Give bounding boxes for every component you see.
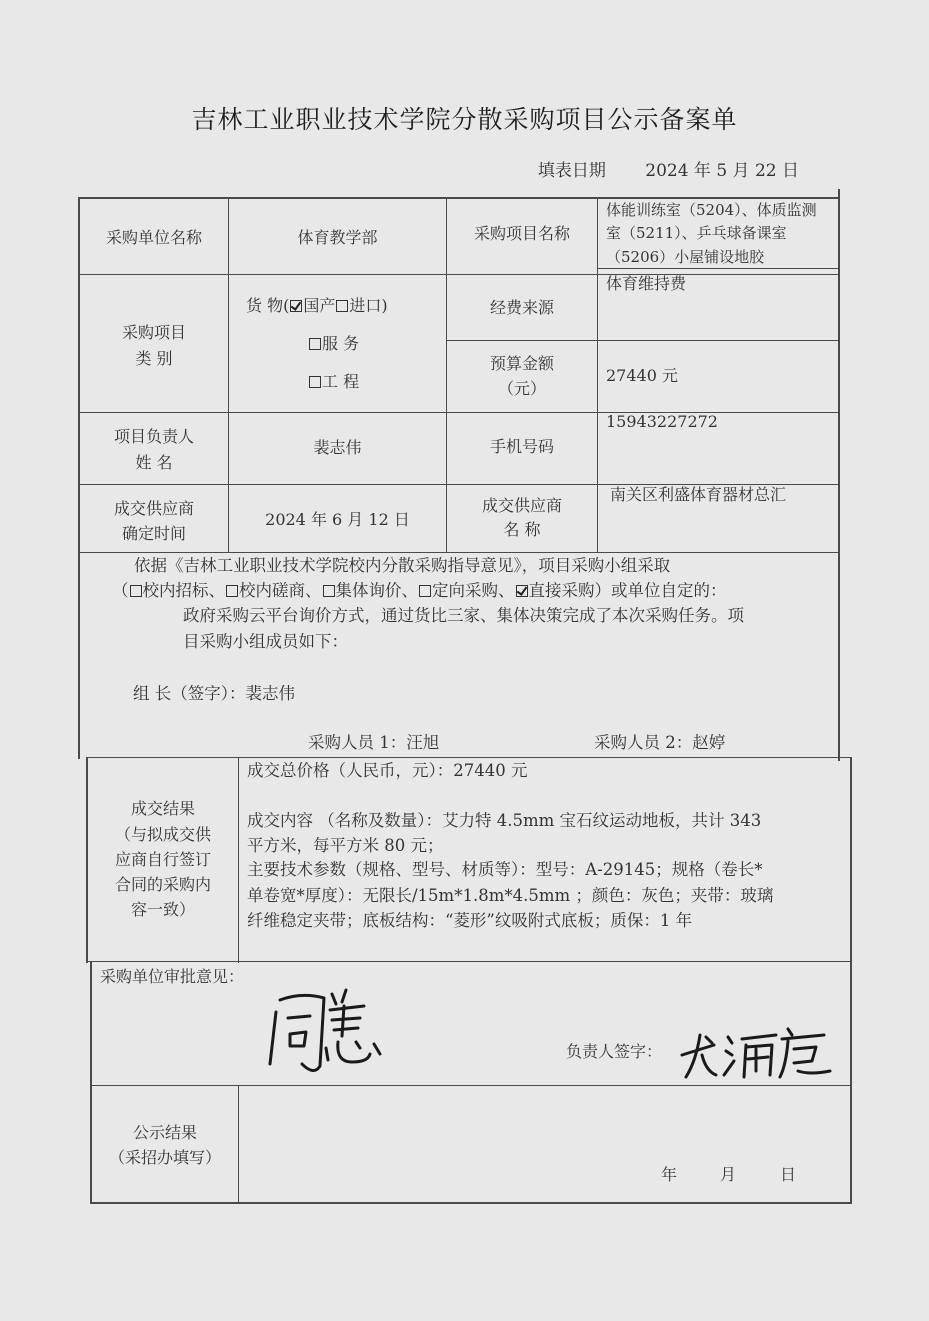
- direct-purchase-checkbox[interactable]: [516, 585, 528, 597]
- approval-label: 采购单位审批意见：: [100, 967, 245, 986]
- group-leader: 组 长（签字）：裴志伟: [133, 684, 295, 703]
- supplier-label-line-1: 成交供应商: [481, 496, 562, 515]
- fund-source-label: 经费来源: [489, 298, 554, 317]
- service-label: 服 务: [322, 334, 360, 353]
- phone-label: 手机号码: [489, 437, 554, 456]
- spec-line-2: 单卷宽*厚度）：无限长/15m*1.8m*4.5mm ；颜色：灰色；夹带：玻璃: [247, 886, 774, 905]
- domestic-checkbox[interactable]: [290, 300, 302, 312]
- group-inquiry-label: 集体询价、: [335, 581, 418, 600]
- leader-name: 裴志伟: [313, 438, 362, 457]
- confirm-time-label-line-1: 成交供应商: [113, 499, 194, 518]
- fill-date-value: 2024 年 5 月 22 日: [645, 161, 799, 181]
- publicity-year: 年: [661, 1165, 678, 1184]
- signer-signature: [676, 1015, 836, 1085]
- leader-label-line-1: 项目负责人: [113, 427, 194, 446]
- budget-label-line-1: 预算金额: [489, 354, 554, 373]
- unit-value: 体育教学部: [297, 228, 378, 247]
- engineering-label: 工 程: [322, 372, 360, 391]
- category-label-line-2: 类 别: [135, 349, 173, 368]
- basis-line-4: 目采购小组成员如下：: [183, 632, 348, 651]
- result-label-line-2: （与拟成交供: [114, 825, 211, 844]
- category-engineering: [308, 370, 359, 394]
- directed-purchase-label: 定向采购、: [432, 581, 515, 600]
- publicity-label-line-1: 公示结果: [132, 1123, 197, 1142]
- result-label-line-1: 成交结果: [130, 799, 195, 818]
- fill-date-label: 填表日期: [537, 161, 606, 181]
- supplier-label-line-2: 名 称: [503, 520, 541, 539]
- approval-signature: [262, 982, 392, 1077]
- phone-value: 15943227272: [606, 412, 718, 431]
- confirm-time-label-line-2: 确定时间: [121, 524, 186, 543]
- unit-label: 采购单位名称: [105, 228, 202, 247]
- result-label-line-3: 应商自行签订: [114, 850, 211, 869]
- signer-label: 负责人签字：: [566, 1042, 663, 1061]
- publicity-month: 月: [720, 1165, 737, 1184]
- import-label: 进口): [349, 296, 388, 315]
- form-title: 吉林工业职业技术学院分散采购项目公示备案单: [191, 105, 738, 134]
- project-name-label: 采购项目名称: [473, 224, 570, 243]
- leader-label-line-2: 姓 名: [135, 453, 173, 472]
- fill-date: [538, 156, 799, 181]
- content-line-1: 成交内容 （名称及数量）：艾力特 4.5mm 宝石纹运动地板，共计 343: [247, 811, 762, 830]
- project-name-line-1: 体能训练室（5204）、体质监测: [606, 201, 817, 219]
- group-inquiry-checkbox[interactable]: [323, 585, 335, 597]
- basis-line-3: 政府采购云平台询价方式，通过货比三家、集体决策完成了本次采购任务。项: [183, 606, 744, 625]
- fund-source-value: 体育维持费: [606, 274, 687, 293]
- budget-label-line-2: （元）: [497, 379, 546, 398]
- basis-line-1: 依据《吉林工业职业技术学院校内分散采购指导意见》，项目采购小组采取: [134, 556, 671, 575]
- spec-line-1: 主要技术参数（规格、型号、材质等）：型号：A-29145；规格（卷长*: [247, 860, 763, 879]
- publicity-label-line-2: （采招办填写）: [108, 1148, 221, 1167]
- category-label-line-1: 采购项目: [121, 323, 186, 342]
- publicity-day: 日: [780, 1165, 797, 1184]
- category-goods: [246, 294, 388, 318]
- buyer-1: 采购人员 1：汪旭: [308, 733, 440, 752]
- engineering-checkbox[interactable]: [309, 376, 321, 388]
- budget-value: 27440 元: [606, 366, 678, 385]
- project-name-line-3: （5206）小屋铺设地胶: [606, 248, 765, 266]
- import-checkbox[interactable]: [336, 300, 348, 312]
- result-label-line-4: 合同的采购内: [114, 875, 211, 894]
- basis-options: （ 校内招标、 校内磋商、 集体询价、 定向采购、 直接采购）或单位自定的：: [112, 581, 727, 600]
- spec-line-3: 纤维稳定夹带；底板结构：“菱形”纹吸附式底板；质保：1 年: [247, 911, 693, 930]
- content-line-2: 平方米，每平方米 80 元；: [247, 836, 444, 855]
- campus-negotiation-checkbox[interactable]: [226, 585, 238, 597]
- buyer-2: 采购人员 2：赵婷: [594, 733, 726, 752]
- campus-negotiation-label: 校内磋商、: [239, 581, 322, 600]
- total-price: 成交总价格（人民币，元）：27440 元: [247, 761, 528, 780]
- directed-purchase-checkbox[interactable]: [419, 585, 431, 597]
- supplier-value: 南关区利盛体育器材总汇: [610, 485, 787, 504]
- direct-purchase-label: 直接采购）或单位自定的：: [528, 581, 727, 600]
- service-checkbox[interactable]: [309, 338, 321, 350]
- project-name-line-2: 室（5211）、乒乓球备课室: [606, 224, 787, 242]
- result-label-line-5: 容一致）: [130, 900, 195, 919]
- campus-tender-checkbox[interactable]: [130, 585, 142, 597]
- goods-label: 货 物(: [246, 296, 290, 315]
- category-service: [308, 332, 359, 356]
- campus-tender-label: 校内招标、: [142, 581, 225, 600]
- domestic-label: 国产: [303, 296, 336, 315]
- confirm-time-value: 2024 年 6 月 12 日: [265, 510, 410, 529]
